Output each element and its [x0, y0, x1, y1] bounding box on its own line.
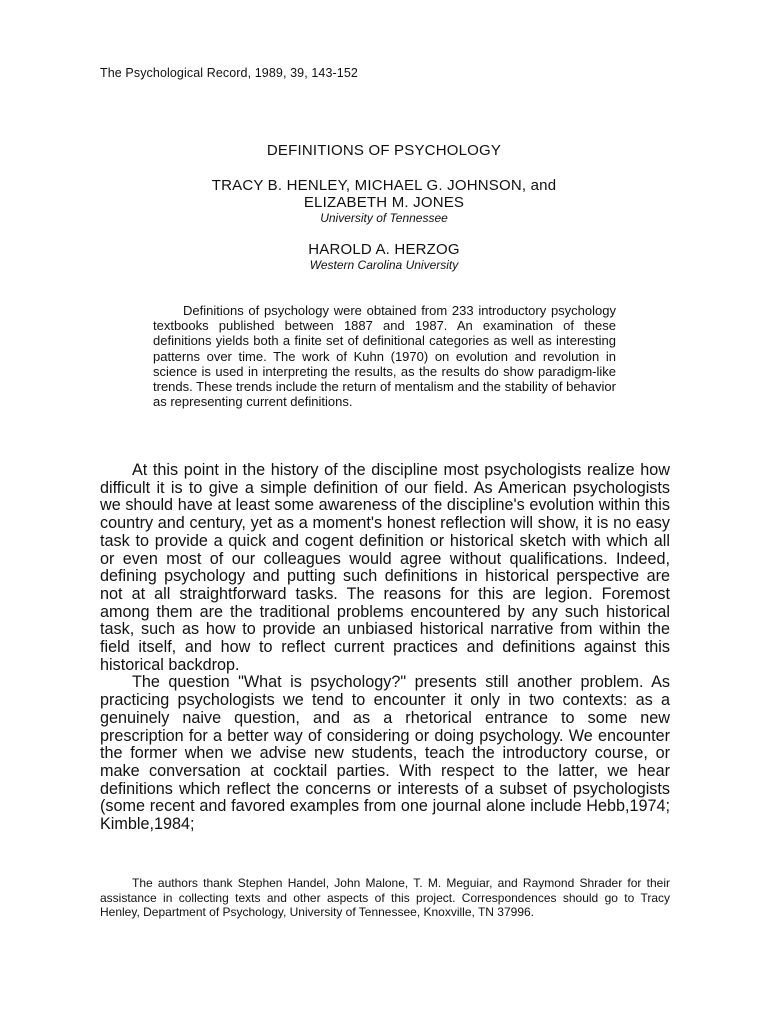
author-herzog: HAROLD A. HERZOG — [308, 241, 460, 258]
second-author-block — [0, 241, 768, 272]
abstract: Definitions of psychology were obtained from 233 introductory psychology textbooks published between 1887 and 1987. An examination of these definitions yields both a finite set of definitional categories as well as interesting patterns over time. The work of Kuhn (1970) on evolution and revolution in science is used in interpreting the results, as the results do show paradigm-like trends. These trends include the return of mentalism and the stability of behavior as representing current definitions. — [153, 303, 616, 410]
journal-reference: The Psychological Record, 1989, 39, 143-152 — [100, 66, 358, 80]
paragraph-2: The question "What is psychology?" presents still another problem. As practicing psychologists we tend to encounter it only in two contexts: as a genuinely naive question, and as a rhetorical entrance to some new prescription for a better way of considering or doing psychology. We encounter the former when we advise new students, teach the introductory course, or make conversation at cocktail parties. With respect to the latter, we hear definitions which reflect the concerns or interests of a subset of psychologists (some recent and favored examples from one journal alone include Hebb,1974; Kimble,1984; — [100, 673, 670, 834]
footnote — [100, 876, 670, 920]
affiliation-1: University of Tennessee — [320, 211, 448, 225]
authors-line-2: ELIZABETH M. JONES — [303, 194, 465, 211]
body-text — [100, 462, 670, 834]
footnote-text: The authors thank Stephen Handel, John Malone, T. M. Meguiar, and Raymond Shrader for their assistance in collecting texts and other aspects of this project. Correspondences should go to Tracy Henley, Department of Psychology, University of Tennessee, Knoxville, TN 37996. — [100, 876, 670, 920]
authors-line-1: TRACY B. HENLEY, MICHAEL G. JOHNSON, and — [211, 177, 557, 194]
affiliation-2: Western Carolina University — [309, 258, 459, 272]
article-title: DEFINITIONS OF PSYCHOLOGY — [266, 142, 502, 159]
paragraph-1: At this point in the history of the discipline most psychologists realize how difficult it is to give a simple definition of our field. As American psychologists we should have at least some awareness of the discipline's evolution within this country and century, yet as a moment's honest reflection will show, it is no easy task to provide a quick and cogent definition or historical sketch with which all or even most of our colleagues would agree without qualifications. Indeed, defining psychology and putting such definitions in historical perspective are not at all straightforward tasks. The reasons for this are legion. Foremost among them are the traditional problems encountered by any such historical task, such as how to provide an unbiased historical narrative from within the field itself, and how to reflect current practices and definitions against this historical backdrop. — [100, 461, 670, 674]
authors-block — [0, 177, 768, 225]
